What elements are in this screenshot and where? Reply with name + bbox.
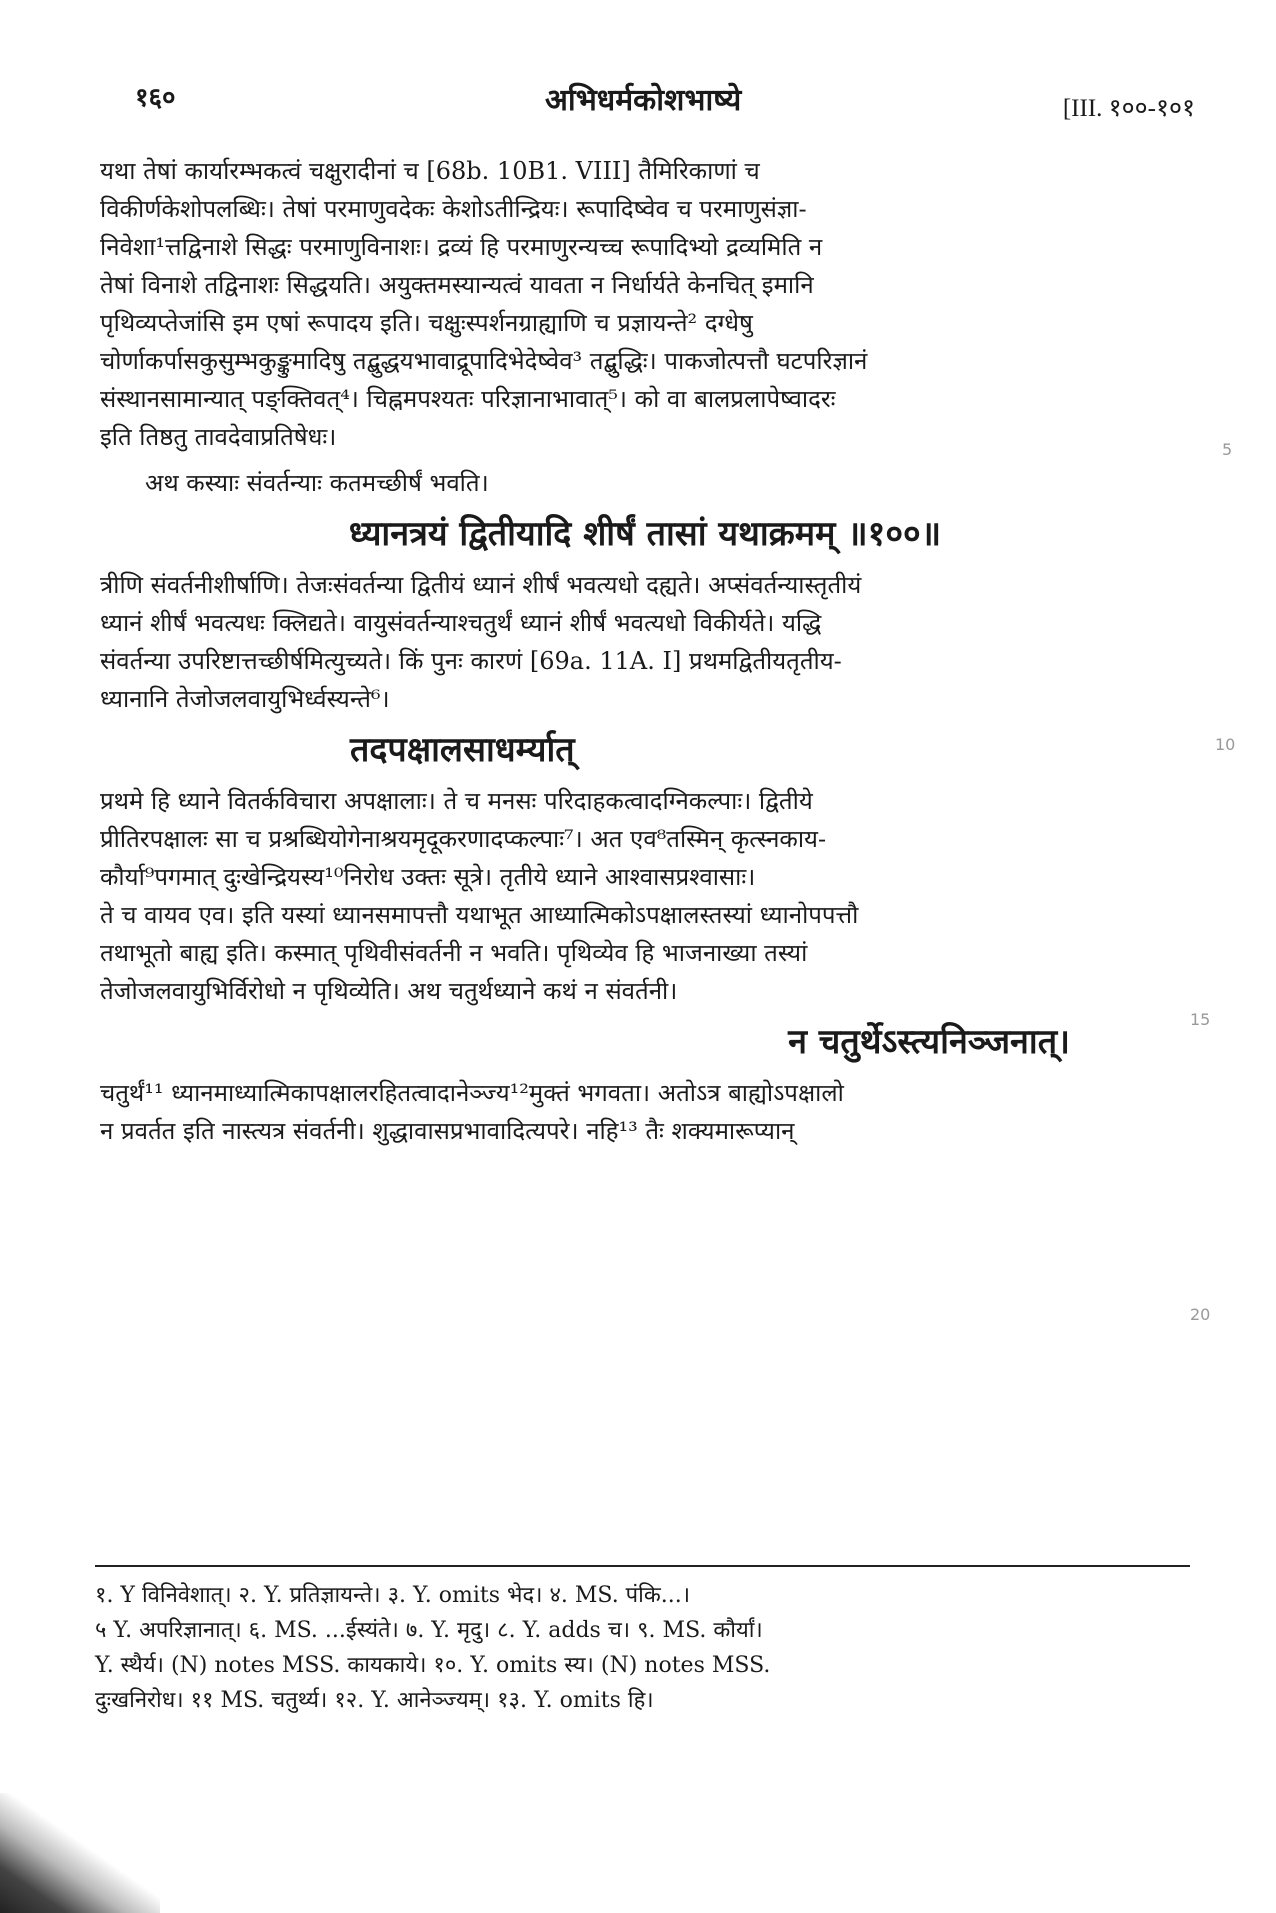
footnote-line: दुःखनिरोध। ११ MS. चतुर्थ्य। १२. Y. आनेञ्ज्यम्। १३. Y. omits हि।: [95, 1688, 654, 1713]
main-text: [100, 152, 1190, 1150]
footnote-line: ५ Y. अपरिज्ञानात्। ६. MS. ...ईस्यंते। ७. Y. मृदु। ८. Y. adds च। ९. MS. कौर्यां।: [95, 1618, 763, 1643]
footnote-line: Y. स्थैर्य। (N) notes MSS. कायकाये। १०. Y. omits स्य। (N) notes MSS.: [95, 1653, 771, 1678]
page-number: १६०: [135, 83, 176, 113]
text-line: ते च वायव एव। इति यस्यां ध्यानसमापत्तौ यथाभूत आध्यात्मिकोऽपक्षालस्तस्यां ध्यानोपपत्तौ: [100, 901, 859, 929]
text-line: कौर्या⁹पगमात् दुःखेन्द्रियस्य¹⁰निरोध उक्तः सूत्रे। तृतीये ध्याने आश्वासप्रश्वासाः।: [100, 863, 756, 891]
text-line: संस्थानसामान्यात् पङ्क्तिवत्⁴। चिह्नमपश्यतः परिज्ञानाभावात्⁵। को वा बालप्रलापेष्वादरः: [100, 385, 836, 413]
text-line: यथा तेषां कार्यारम्भकत्वं चक्षुरादीनां च [68b. 10B1. VIII] तैमिरिकाणां च: [100, 157, 760, 185]
margin-line-number: 5: [1222, 440, 1233, 459]
text-line: निवेशा¹त्तद्विनाशे सिद्धः परमाणुविनाशः। द्रव्यं हि परमाणुरन्यच्च रूपादिभ्यो द्रव्यमिति न: [100, 233, 823, 261]
verse-100: ध्यानत्रयं द्वितीयादि शीर्षं तासां यथाक्रमम् ॥१००॥: [348, 514, 942, 554]
margin-line-number: 20: [1190, 1305, 1211, 1324]
text-line: चोर्णाकर्पासकुसुम्भकुङ्कुमादिषु तद्ब‌ुद्धयभावाद्रूपादिभेदेष्वेव³ तद्ब‌ुद्धिः। पाकजोत्पत्तौ घटपरिज्ञानं: [100, 347, 868, 375]
text-line: विकीर्णकेशोपलब्धिः। तेषां परमाणुवदेकः केशोऽतीन्द्रियः। रूपादिष्वेव च परमाणुसंज्ञा-: [100, 195, 807, 223]
text-line: तेषां विनाशे तद्विनाशः सिद्धयति। अयुक्तमस्यान्यत्वं यावता न निर्धार्यते केनचित् इमानि: [100, 271, 814, 299]
margin-line-number: 10: [1215, 735, 1236, 754]
footnote-line: १. Y विनिवेशात्। २. Y. प्रतिज्ञायन्ते। ३. Y. omits भेद। ४. MS. पंकि...।: [95, 1583, 691, 1608]
text-line: इति तिष्ठतु तावदेवाप्रतिषेधः।: [100, 423, 337, 451]
scan-edge-shadow: [0, 1793, 160, 1913]
footnote-rule: [95, 1565, 1190, 1567]
running-title: अभिधर्मकोशभाष्ये: [545, 83, 742, 118]
margin-line-number: 15: [1190, 1010, 1211, 1029]
question-line: अथ कस्याः संवर्तन्याः कतमच्छीर्षं भवति।: [145, 469, 489, 497]
verse-101a: न चतुर्थेऽस्त्यनिञ्जनात्।: [788, 1022, 1070, 1062]
text-line: ध्यानानि तेजोजलवायुभिर्ध्वस्यन्ते⁶।: [100, 685, 390, 713]
text-line: प्रथमे हि ध्याने वितर्कविचारा अपक्षालाः। ते च मनसः परिदाहकत्वादग्निकल्पाः। द्वितीये: [100, 787, 813, 815]
verse-half-b: तदपक्षालसाधर्म्यात्: [350, 730, 575, 770]
footnotes: [95, 1578, 1195, 1718]
text-line: तथाभूतो बाह्य इति। कस्मात् पृथिवीसंवर्तनी न भवति। पृथिव्येव हि भाजनाख्या तस्यां: [100, 939, 808, 967]
text-line: न प्रवर्तत इति नास्त्यत्र संवर्तनी। शुद्धावासप्रभावादित्यपरे। नहि¹³ तैः शक्यमारूप्यान्: [100, 1117, 795, 1145]
text-line: पृथिव्यप्तेजांसि इम एषां रूपादय इति। चक्षुःस्पर्शनग्राह्याणि च प्रज्ञायन्ते² दग्धेषु: [100, 309, 753, 337]
text-line: चतुर्थं¹¹ ध्यानमाध्यात्मिकापक्षालरहितत्वादानेञ्ज्य¹²मुक्तं भगवता। अतोऽत्र बाह्योऽपक्षालो: [100, 1079, 844, 1107]
section-reference: [III. १००-१०१: [1062, 95, 1195, 122]
text-line: ध्यानं शीर्षं भवत्यधः क्लिद्यते। वायुसंवर्तन्याश्चतुर्थं ध्यानं शीर्षं भवत्यधो विकीर्यते। यद्धि: [100, 609, 822, 637]
text-line: संवर्तन्या उपरिष्टात्तच्छीर्षमित्युच्यते। किं पुनः कारणं [69a. 11A. I] प्रथमद्वितीयतृतीय-: [100, 647, 842, 675]
page-header: [135, 78, 1195, 128]
text-line: तेजोजलवायुभिर्विरोधो न पृथिव्येति। अथ चतुर्थध्याने कथं न संवर्तनी।: [100, 977, 678, 1005]
text-line: प्रीतिरपक्षालः सा च प्रश्रब्धियोगेनाश्रयमृदूकरणादप्कल्पाः⁷। अत एव⁸तस्मिन् कृत्स्नकाय-: [100, 825, 827, 853]
text-line: त्रीणि संवर्तनीशीर्षाणि। तेजःसंवर्तन्या द्वितीयं ध्यानं शीर्षं भवत्यधो दह्यते। अप्संवर्तन्यास्तृतीयं: [100, 571, 862, 599]
